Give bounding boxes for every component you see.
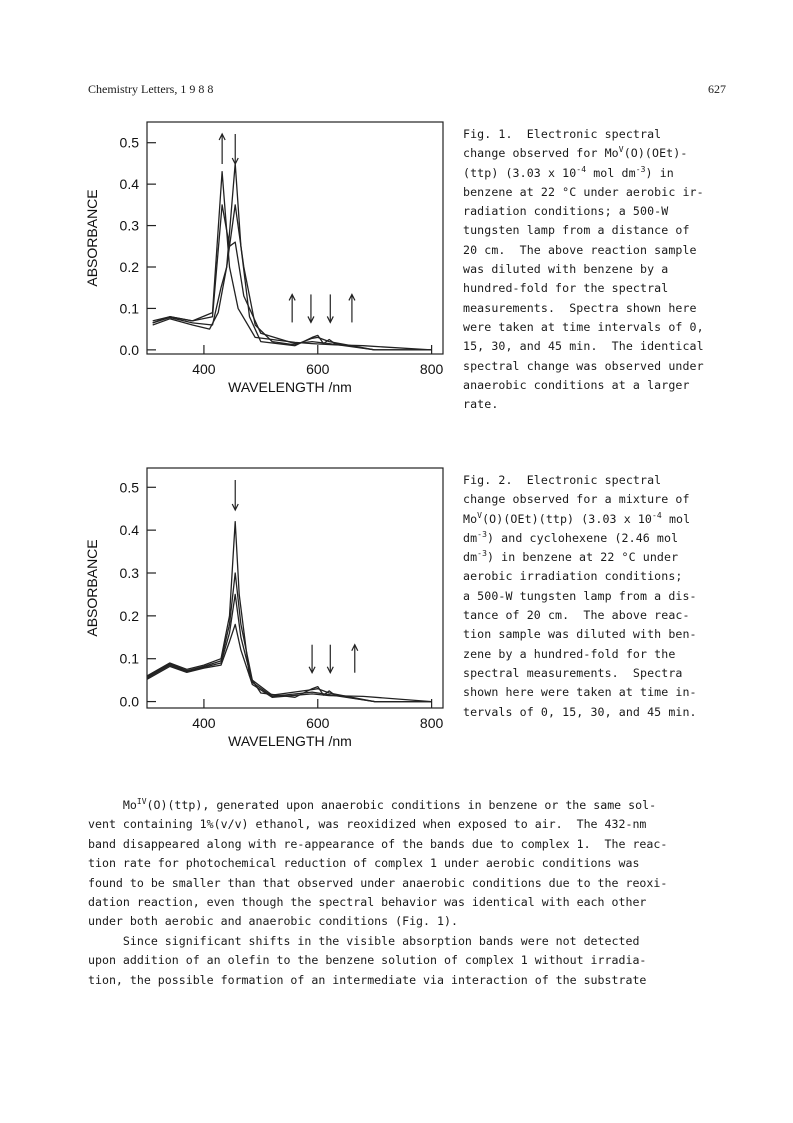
caption-line: a 500-W tungsten lamp from a dis-: [463, 588, 697, 603]
arrow-down-icon: [327, 645, 333, 673]
body-line: $Mo^{IV}(O)(ttp)$, generated upon anaerobic conditions in benzene or the same sol-: [88, 797, 657, 812]
y-tick-label: 0.2: [119, 607, 139, 624]
y-tick-label: 0.3: [119, 217, 139, 234]
body-line: vent containing 1%(v/v) ethanol, was reoxidized when exposed to air. The 432-nm: [88, 817, 647, 832]
caption-line: benzene at 22 °C under aerobic ir-: [463, 184, 704, 199]
figure-1-chart: [70, 110, 450, 410]
arrow-down-icon: [232, 480, 238, 510]
figure-1-caption: [463, 125, 748, 414]
caption-line: were taken at time intervals of 0,: [463, 319, 704, 334]
x-tick-label: 800: [419, 361, 444, 377]
figure-2-caption: [463, 471, 748, 722]
spectrum-line: [153, 205, 432, 350]
arrow-down-icon: [309, 645, 315, 673]
spectrum-line: [147, 594, 432, 701]
x-tick-label: 600: [306, 715, 330, 731]
x-axis-label: WAVELENGTH /nm: [228, 733, 352, 749]
plot-frame: [147, 122, 443, 354]
page-number: 627: [708, 82, 726, 96]
y-tick-label: 0.3: [119, 565, 139, 581]
caption-line: $dm^{-3}$) in benzene at 22 °C under: [463, 549, 679, 565]
caption-line: anaerobic conditions at a larger: [463, 377, 690, 392]
caption-line: spectral measurements. Spectra: [463, 665, 683, 680]
arrow-up-icon: [289, 294, 295, 322]
y-tick-label: 0.5: [119, 479, 139, 496]
caption-line: $Mo^V(O)(OEt)(ttp)$ (3.03 x $10^{-4}$ mol: [463, 510, 691, 526]
caption-line: $dm^{-3}$) and cyclohexene (2.46 mol: [463, 529, 679, 545]
plot-frame: [147, 468, 443, 708]
y-axis-label: ABSORBANCE: [84, 189, 100, 287]
caption-line: (ttp) (3.03 x $10^{-4}$ mol $dm^{-3}$) in: [463, 164, 674, 180]
arrow-down-icon: [232, 134, 238, 164]
caption-line: shown here were taken at time in-: [463, 685, 697, 700]
y-tick-label: 0.2: [119, 259, 139, 275]
y-tick-label: 0.1: [119, 300, 139, 317]
y-tick-label: 0.4: [119, 176, 139, 193]
caption-line: Fig. 2. Electronic spectral: [463, 473, 662, 487]
spectrum-line: [153, 205, 432, 350]
caption-line: 15, 30, and 45 min. The identical: [463, 339, 704, 354]
y-tick-label: 0.4: [119, 522, 139, 539]
caption-line: Fig. 1. Electronic spectral: [463, 127, 662, 141]
arrow-down-icon: [308, 294, 314, 322]
caption-line: spectral change was observed under: [463, 358, 704, 373]
caption-line: radiation conditions; a 500-W: [463, 204, 669, 219]
x-tick-label: 400: [192, 361, 216, 377]
caption-line: measurements. Spectra shown here: [463, 300, 697, 315]
body-line: Since significant shifts in the visible absorption bands were not detected: [88, 933, 640, 948]
body-line: tion, the possible formation of an intermediate via interaction of the substrate: [88, 972, 647, 987]
spectrum-line: [147, 573, 432, 702]
body-line: dation reaction, even though the spectral behavior was identical with each other: [88, 895, 647, 910]
arrow-up-icon: [349, 294, 355, 322]
arrow-up-icon: [219, 134, 225, 164]
figure-2-chart: [70, 455, 450, 760]
caption-line: change observed for a mixture of: [463, 492, 690, 507]
x-axis-label: WAVELENGTH /nm: [228, 379, 352, 395]
y-tick-label: 0.5: [119, 134, 139, 151]
body-line: under both aerobic and anaerobic conditions (Fig. 1).: [88, 914, 458, 929]
caption-line: tervals of 0, 15, 30, and 45 min.: [463, 704, 697, 719]
caption-line: hundred-fold for the spectral: [463, 281, 669, 296]
y-axis-label: ABSORBANCE: [84, 539, 100, 637]
y-tick-label: 0.1: [119, 650, 139, 667]
caption-line: aerobic irradiation conditions;: [463, 569, 683, 584]
journal-header: Chemistry Letters, 1 9 8 8: [88, 82, 214, 96]
body-line: upon addition of an olefin to the benzene solution of complex 1 without irradia-: [88, 953, 647, 968]
caption-line: was diluted with benzene by a: [463, 262, 669, 277]
arrow-up-icon: [352, 645, 358, 673]
body-text: [88, 796, 728, 990]
caption-line: change observed for $Mo^V(O)(OEt)-$: [463, 145, 688, 161]
x-tick-label: 600: [306, 361, 330, 377]
caption-line: 20 cm. The above reaction sample: [463, 242, 697, 257]
caption-line: tion sample was diluted with ben-: [463, 627, 697, 642]
x-tick-label: 800: [419, 715, 444, 731]
body-line: tion rate for photochemical reduction of complex 1 under aerobic conditions was: [88, 856, 640, 871]
x-tick-label: 400: [192, 715, 216, 731]
spectrum-line: [147, 522, 432, 702]
y-tick-label: 0.0: [119, 341, 139, 358]
caption-line: tance of 20 cm. The above reac-: [463, 608, 690, 623]
caption-line: zene by a hundred-fold for the: [463, 646, 676, 661]
spectrum-line: [147, 624, 432, 701]
arrow-down-icon: [327, 294, 333, 322]
y-tick-label: 0.0: [119, 693, 139, 710]
body-line: found to be smaller than that observed under anaerobic conditions due to the reoxi-: [88, 875, 668, 890]
caption-line: tungsten lamp from a distance of: [463, 223, 690, 238]
caption-line: rate.: [463, 397, 499, 412]
body-line: band disappeared along with re-appearance of the bands due to complex 1. The reac-: [88, 836, 668, 851]
